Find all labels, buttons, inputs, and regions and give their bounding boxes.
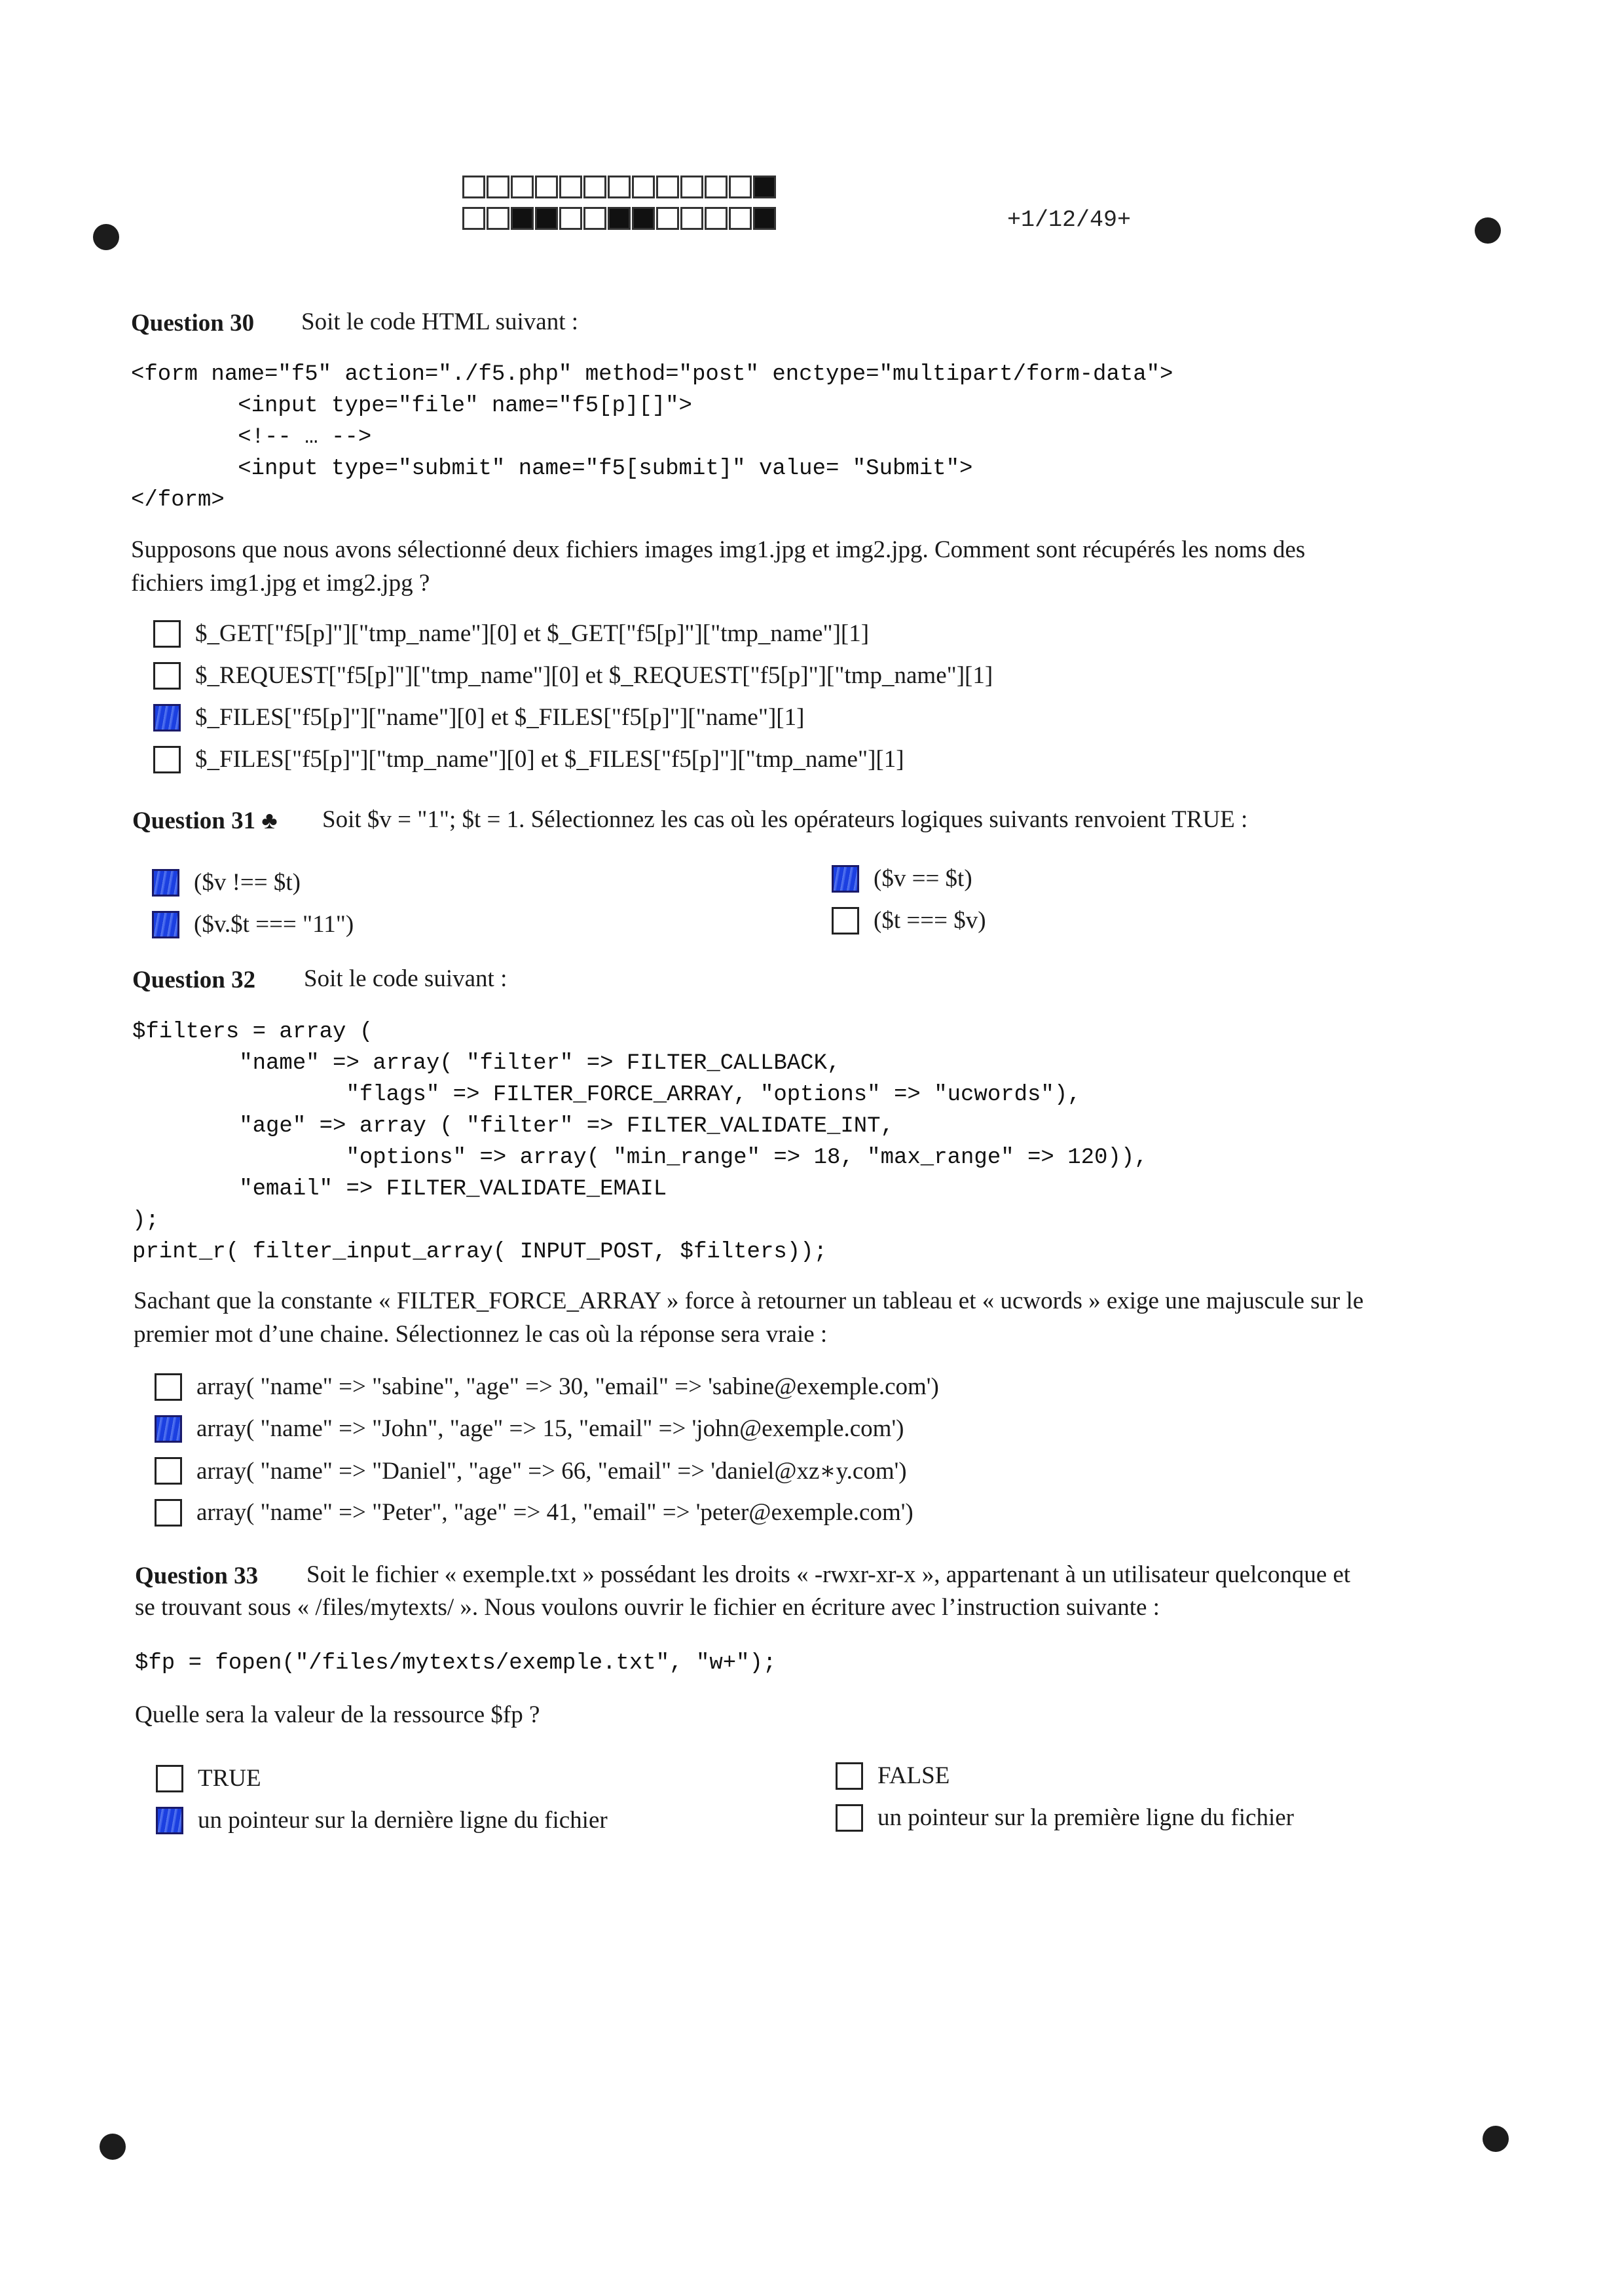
id-box-row-2-cell bbox=[583, 207, 606, 230]
q30-option-1-label: $_GET["f5[p]"]["tmp_name"][0] et $_GET["f5[p]"]["tmp_name"][1] bbox=[195, 620, 870, 647]
q31-option-3[interactable] bbox=[152, 910, 354, 938]
q31-title: Question 31 ♣ bbox=[132, 807, 278, 834]
q30-code-line: <input type="file" name="f5[p][]"> bbox=[131, 394, 692, 418]
q30-code-line: <input type="submit" name="f5[submit]" value= "Submit"> bbox=[131, 456, 973, 481]
q32-option-2[interactable] bbox=[155, 1415, 904, 1443]
id-box-row-1-cell bbox=[462, 176, 485, 198]
q32-title: Question 32 bbox=[132, 967, 256, 993]
q30-checkbox-4[interactable] bbox=[153, 746, 181, 773]
q30-checkbox-3[interactable] bbox=[153, 704, 181, 731]
registration-dot-bottom-left bbox=[100, 2134, 126, 2160]
id-box-row-2-cell bbox=[511, 207, 534, 230]
q30-option-4-label: $_FILES["f5[p]"]["tmp_name"][0] et $_FILES["f5[p]"]["tmp_name"][1] bbox=[195, 746, 904, 773]
q30-intro: Soit le code HTML suivant : bbox=[301, 308, 579, 335]
q31-option-4-label: ($t === $v) bbox=[874, 907, 986, 934]
q33-checkbox-4[interactable] bbox=[836, 1804, 863, 1832]
q33-option-3[interactable] bbox=[156, 1806, 608, 1834]
q33-checkbox-1[interactable] bbox=[156, 1765, 183, 1792]
q33-option-1[interactable] bbox=[156, 1764, 261, 1792]
q30-option-3-label: $_FILES["f5[p]"]["name"][0] et $_FILES["f5[p]"]["name"][1] bbox=[195, 704, 805, 731]
id-box-row-1-cell bbox=[583, 176, 606, 198]
q32-code-line: "options" => array( "min_range" => 18, "max_range" => 120)), bbox=[132, 1145, 1148, 1170]
q33-question: Quelle sera la valeur de la ressource $fp ? bbox=[135, 1701, 540, 1728]
q33-checkbox-2[interactable] bbox=[836, 1762, 863, 1790]
id-box-row-2-cell bbox=[753, 207, 776, 230]
q30-checkbox-2[interactable] bbox=[153, 662, 181, 690]
id-box-row-2-cell bbox=[656, 207, 679, 230]
id-box-row-1-cell bbox=[535, 176, 558, 198]
id-box-row-2-cell bbox=[535, 207, 558, 230]
q30-code-line: <!-- … --> bbox=[131, 425, 372, 450]
q33-intro-line1: Soit le fichier « exemple.txt » possédant les droits « -rwxr-xr-x », appartenant à un utilisateur quelconque et bbox=[306, 1561, 1351, 1588]
q31-checkbox-2[interactable] bbox=[832, 865, 859, 893]
q33-option-4-label: un pointeur sur la première ligne du fichier bbox=[877, 1804, 1294, 1831]
q31-option-1-label: ($v !== $t) bbox=[194, 869, 301, 896]
id-box-row-2-cell bbox=[729, 207, 752, 230]
id-box-row-1-cell bbox=[487, 176, 509, 198]
id-box-row-1-cell bbox=[559, 176, 582, 198]
q32-checkbox-1[interactable] bbox=[155, 1373, 182, 1401]
q32-code-block bbox=[132, 1016, 1148, 1268]
q31-checkbox-1[interactable] bbox=[152, 869, 179, 897]
q30-code-line: </form> bbox=[131, 488, 225, 513]
q33-option-1-label: TRUE bbox=[198, 1765, 261, 1792]
q30-option-4[interactable] bbox=[153, 745, 904, 773]
id-box-row-1-cell bbox=[632, 176, 655, 198]
q31-checkbox-3[interactable] bbox=[152, 911, 179, 938]
q32-option-3-label: array( "name" => "Daniel", "age" => 66, "email" => 'daniel@xz∗y.com') bbox=[196, 1458, 907, 1485]
q31-option-2-label: ($v == $t) bbox=[874, 865, 972, 892]
q33-intro-line2: se trouvant sous « /files/mytexts/ ». Nous voulons ouvrir le fichier en écriture avec l’instruction suivante : bbox=[135, 1594, 1160, 1621]
id-box-row-2-cell bbox=[487, 207, 509, 230]
q32-code-line: "flags" => FILTER_FORCE_ARRAY, "options" => "ucwords"), bbox=[132, 1083, 1081, 1107]
id-box-row-1-cell bbox=[729, 176, 752, 198]
q30-option-2-label: $_REQUEST["f5[p]"]["tmp_name"][0] et $_REQUEST["f5[p]"]["tmp_name"][1] bbox=[195, 662, 993, 689]
q33-checkbox-3[interactable] bbox=[156, 1807, 183, 1834]
registration-dot-top-right bbox=[1475, 217, 1501, 244]
q32-option-3[interactable] bbox=[155, 1456, 907, 1485]
id-box-row-2-cell bbox=[680, 207, 703, 230]
q30-code-line: <form name="f5" action="./f5.php" method="post" enctype="multipart/form-data"> bbox=[131, 362, 1173, 387]
q32-code-line: ); bbox=[132, 1208, 159, 1233]
q31-option-4[interactable] bbox=[832, 906, 986, 935]
q33-option-3-label: un pointeur sur la dernière ligne du fichier bbox=[198, 1807, 608, 1834]
q32-option-4[interactable] bbox=[155, 1498, 913, 1527]
id-box-row-1-cell bbox=[608, 176, 631, 198]
q31-checkbox-4[interactable] bbox=[832, 907, 859, 935]
q31-option-3-label: ($v.$t === "11") bbox=[194, 911, 354, 938]
q32-option-2-label: array( "name" => "John", "age" => 15, "email" => 'john@exemple.com') bbox=[196, 1415, 904, 1442]
id-box-row-1-cell bbox=[511, 176, 534, 198]
q31-intro: Soit $v = "1"; $t = 1. Sélectionnez les cas où les opérateurs logiques suivants renvoient TRUE : bbox=[322, 806, 1248, 833]
q32-question-line2: premier mot d’une chaine. Sélectionnez le cas où la réponse sera vraie : bbox=[134, 1321, 828, 1348]
q33-option-4[interactable] bbox=[836, 1804, 1294, 1832]
q30-code-block bbox=[131, 359, 1173, 516]
id-box-row-2-cell bbox=[632, 207, 655, 230]
q30-question-line1: Supposons que nous avons sélectionné deux fichiers images img1.jpg et img2.jpg. Comment sont récupérés les noms des bbox=[131, 536, 1306, 563]
id-box-row-1-cell bbox=[753, 176, 776, 198]
q33-option-2[interactable] bbox=[836, 1762, 950, 1790]
q30-option-2[interactable] bbox=[153, 661, 993, 690]
id-box-row-2-cell bbox=[705, 207, 728, 230]
q31-option-2[interactable] bbox=[832, 864, 972, 893]
id-box-row-2-cell bbox=[608, 207, 631, 230]
q31-option-1[interactable] bbox=[152, 868, 301, 897]
q30-option-3[interactable] bbox=[153, 703, 804, 731]
q32-code-line: "email" => FILTER_VALIDATE_EMAIL bbox=[132, 1177, 667, 1202]
q32-checkbox-4[interactable] bbox=[155, 1499, 182, 1527]
id-box-row-1-cell bbox=[656, 176, 679, 198]
registration-dot-bottom-right bbox=[1483, 2126, 1509, 2152]
q32-checkbox-3[interactable] bbox=[155, 1457, 182, 1485]
q30-checkbox-1[interactable] bbox=[153, 620, 181, 648]
q32-intro: Soit le code suivant : bbox=[304, 965, 507, 992]
q32-option-1[interactable] bbox=[155, 1373, 939, 1401]
q33-code-line: $fp = fopen("/files/mytexts/exemple.txt", "w+"); bbox=[135, 1651, 777, 1676]
q32-code-line: print_r( filter_input_array( INPUT_POST, $filters)); bbox=[132, 1240, 827, 1265]
q32-code-line: $filters = array ( bbox=[132, 1020, 373, 1045]
id-box-row-1 bbox=[462, 176, 777, 198]
q32-code-line: "age" => array ( "filter" => FILTER_VALIDATE_INT, bbox=[132, 1114, 894, 1139]
id-box-row-2-cell bbox=[462, 207, 485, 230]
id-box-row-2-cell bbox=[559, 207, 582, 230]
q32-option-1-label: array( "name" => "sabine", "age" => 30, "email" => 'sabine@exemple.com') bbox=[196, 1373, 939, 1400]
q32-option-4-label: array( "name" => "Peter", "age" => 41, "email" => 'peter@exemple.com') bbox=[196, 1499, 913, 1526]
q30-option-1[interactable] bbox=[153, 620, 869, 648]
q33-title: Question 33 bbox=[135, 1563, 259, 1589]
id-box-row-2 bbox=[462, 207, 777, 230]
id-box-row-1-cell bbox=[680, 176, 703, 198]
q32-code-line: "name" => array( "filter" => FILTER_CALLBACK, bbox=[132, 1051, 841, 1076]
q32-checkbox-2[interactable] bbox=[155, 1415, 182, 1443]
id-box-row-1-cell bbox=[705, 176, 728, 198]
q30-question-line2: fichiers img1.jpg et img2.jpg ? bbox=[131, 570, 430, 597]
q33-option-2-label: FALSE bbox=[877, 1762, 950, 1789]
q30-title: Question 30 bbox=[131, 310, 255, 337]
page-ref-code: +1/12/49+ bbox=[1007, 207, 1132, 233]
registration-dot-top-left bbox=[93, 224, 119, 250]
q32-question-line1: Sachant que la constante « FILTER_FORCE_ARRAY » force à retourner un tableau et « ucwords » exige une majuscule sur le bbox=[134, 1287, 1364, 1314]
